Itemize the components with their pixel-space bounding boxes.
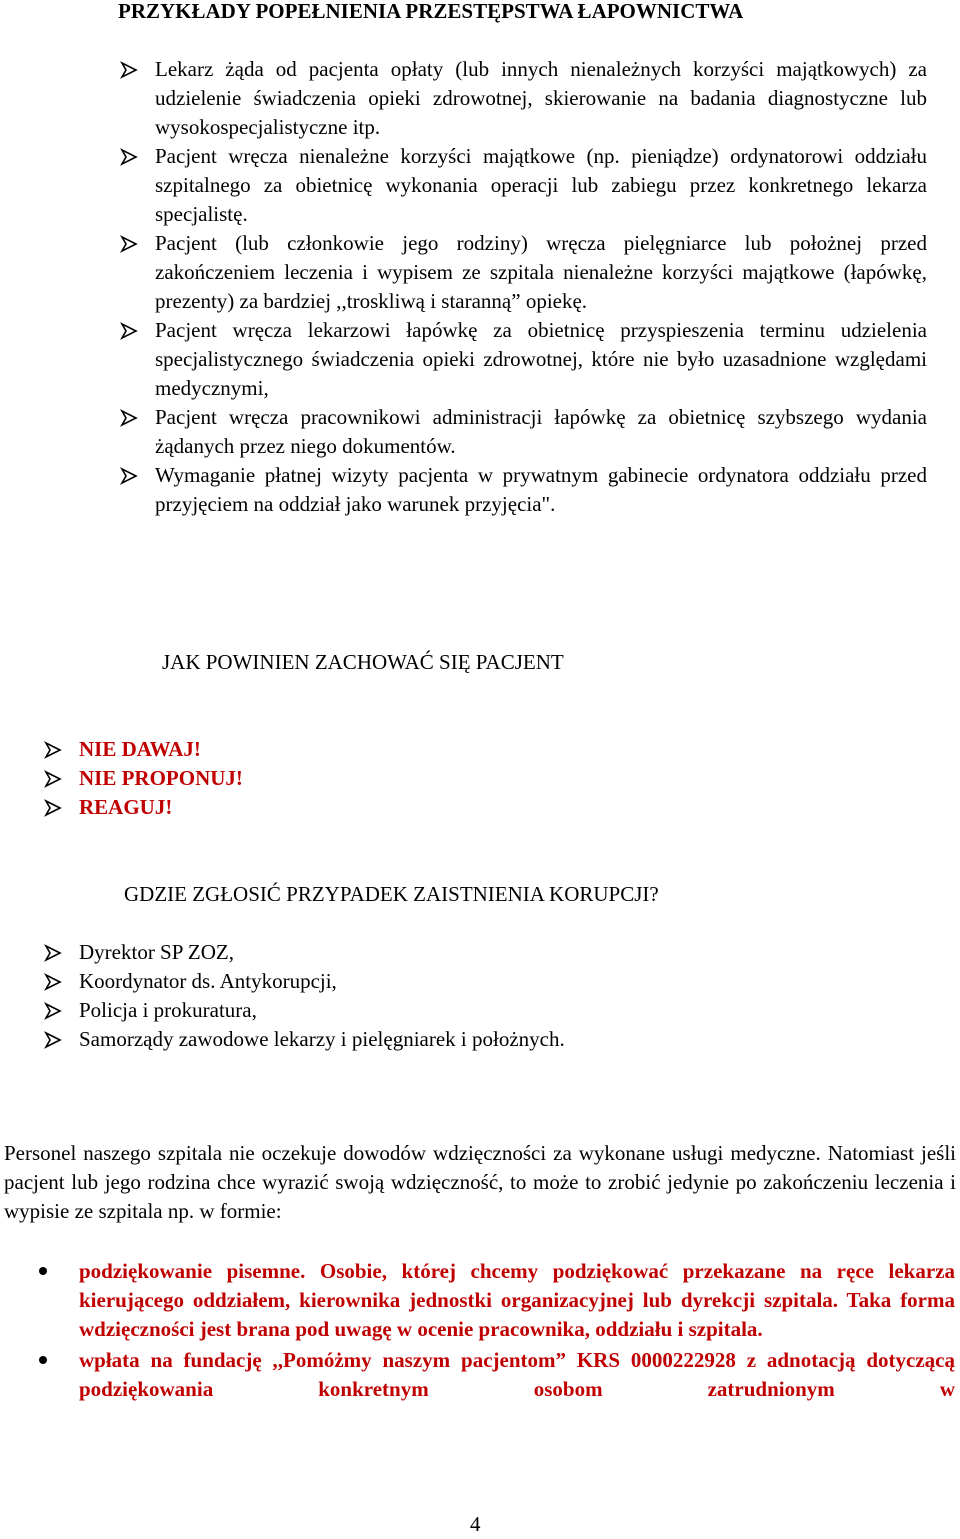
list-item <box>155 229 927 316</box>
arrow-bullet-icon <box>43 938 65 967</box>
list-item <box>155 461 927 519</box>
dot-bullet-icon <box>39 1356 47 1364</box>
page-number: 4 <box>470 1512 481 1536</box>
list-item <box>79 1257 955 1344</box>
list-item-text: Pacjent wręcza nienależne korzyści majątkowe (np. pieniądze) ordynatorowi oddziału szpitalnego za obietnicę wykonania operacji lub zabiegu przez konkretnego lekarza specjalistę. <box>155 144 927 226</box>
list-item <box>155 142 927 229</box>
list-item-text: NIE PROPONUJ! <box>79 766 243 790</box>
list-item-text: Dyrektor SP ZOZ, <box>79 940 234 964</box>
arrow-bullet-icon <box>43 735 65 764</box>
arrow-bullet-icon <box>119 142 141 171</box>
arrow-bullet-icon <box>119 316 141 345</box>
section2-list <box>79 735 479 822</box>
list-item-text: Pacjent wręcza lekarzowi łapówkę za obietnicę przyspieszenia terminu udzielenia specjalistycznego świadczenia opieki zdrowotnej, które nie było uzasadnione względami medycznymi, <box>155 318 927 400</box>
arrow-bullet-icon <box>43 764 65 793</box>
arrow-bullet-icon <box>43 996 65 1025</box>
section3-list <box>79 938 879 1054</box>
list-item <box>79 1025 879 1054</box>
list-item-text: Pacjent (lub członkowie jego rodziny) wręcza pielęgniarce lub położnej przed zakończeniem leczenia i wypisem ze szpitala nienależne korzyści majątkowe (łapówkę, prezenty) za bardziej ,,troskliwą i staranną” opiekę. <box>155 231 927 313</box>
list-item-text: wpłata na fundację ,,Pomóżmy naszym pacjentom” KRS 0000222928 z adnotacją dotyczącą podziękowania konkretnym osobom zatrudnionym w <box>79 1348 955 1401</box>
list-item-text: NIE DAWAJ! <box>79 737 201 761</box>
list-item <box>155 55 927 142</box>
list-item <box>79 793 479 822</box>
list-item-text: Pacjent wręcza pracownikowi administracji łapówkę za obietnicę szybszego wydania żądanych przez niego dokumentów. <box>155 405 927 458</box>
list-item <box>79 967 879 996</box>
section1-list <box>155 55 927 519</box>
list-item <box>79 764 479 793</box>
body-paragraph: Personel naszego szpitala nie oczekuje dowodów wdzięczności za wykonane usługi medyczne. Natomiast jeśli pacjent lub jego rodzina chce wyrazić swoją wdzięczność, to może to zrobić jedynie po zakończeniu leczenia i wypisie ze szpitala np. w formie: <box>4 1141 956 1223</box>
section2-title: JAK POWINIEN ZACHOWAĆ SIĘ PACJENT <box>162 650 564 674</box>
arrow-bullet-icon <box>119 403 141 432</box>
red-bullet-list <box>79 1257 955 1404</box>
section1-title: PRZYKŁADY POPEŁNIENIA PRZESTĘPSTWA ŁAPOWNICTWA <box>118 0 744 23</box>
arrow-bullet-icon <box>119 461 141 490</box>
list-item-text: Wymaganie płatnej wizyty pacjenta w prywatnym gabinecie ordynatora oddziału przed przyjęciem na oddział jako warunek przyjęcia". <box>155 463 927 516</box>
list-item <box>79 735 479 764</box>
list-item-text: REAGUJ! <box>79 795 173 819</box>
arrow-bullet-icon <box>119 229 141 258</box>
dot-bullet-icon <box>39 1267 47 1275</box>
list-item-text: Policja i prokuratura, <box>79 998 257 1022</box>
list-item <box>79 996 879 1025</box>
list-item-text: podziękowanie pisemne. Osobie, której chcemy podziękować przekazane na ręce lekarza kierującego oddziałem, kierownika jednostki organizacyjnej lub dyrekcji szpitala. Taka forma wdzięczności jest brana pod uwagę w ocenie pracownika, oddziału i szpitala. <box>79 1259 955 1341</box>
list-item <box>155 316 927 403</box>
list-item <box>79 938 879 967</box>
list-item <box>155 403 927 461</box>
arrow-bullet-icon <box>43 967 65 996</box>
arrow-bullet-icon <box>43 793 65 822</box>
list-item-text: Koordynator ds. Antykorupcji, <box>79 969 337 993</box>
arrow-bullet-icon <box>119 55 141 84</box>
list-item <box>79 1346 955 1404</box>
list-item-text: Samorządy zawodowe lekarzy i pielęgniarek i położnych. <box>79 1027 565 1051</box>
arrow-bullet-icon <box>43 1025 65 1054</box>
section3-title: GDZIE ZGŁOSIĆ PRZYPADEK ZAISTNIENIA KORUPCJI? <box>124 882 659 906</box>
list-item-text: Lekarz żąda od pacjenta opłaty (lub innych nienależnych korzyści majątkowych) za udzielenie świadczenia opieki zdrowotnej, skierowanie na badania diagnostyczne lub wysokospecjalistyczne itp. <box>155 57 927 139</box>
